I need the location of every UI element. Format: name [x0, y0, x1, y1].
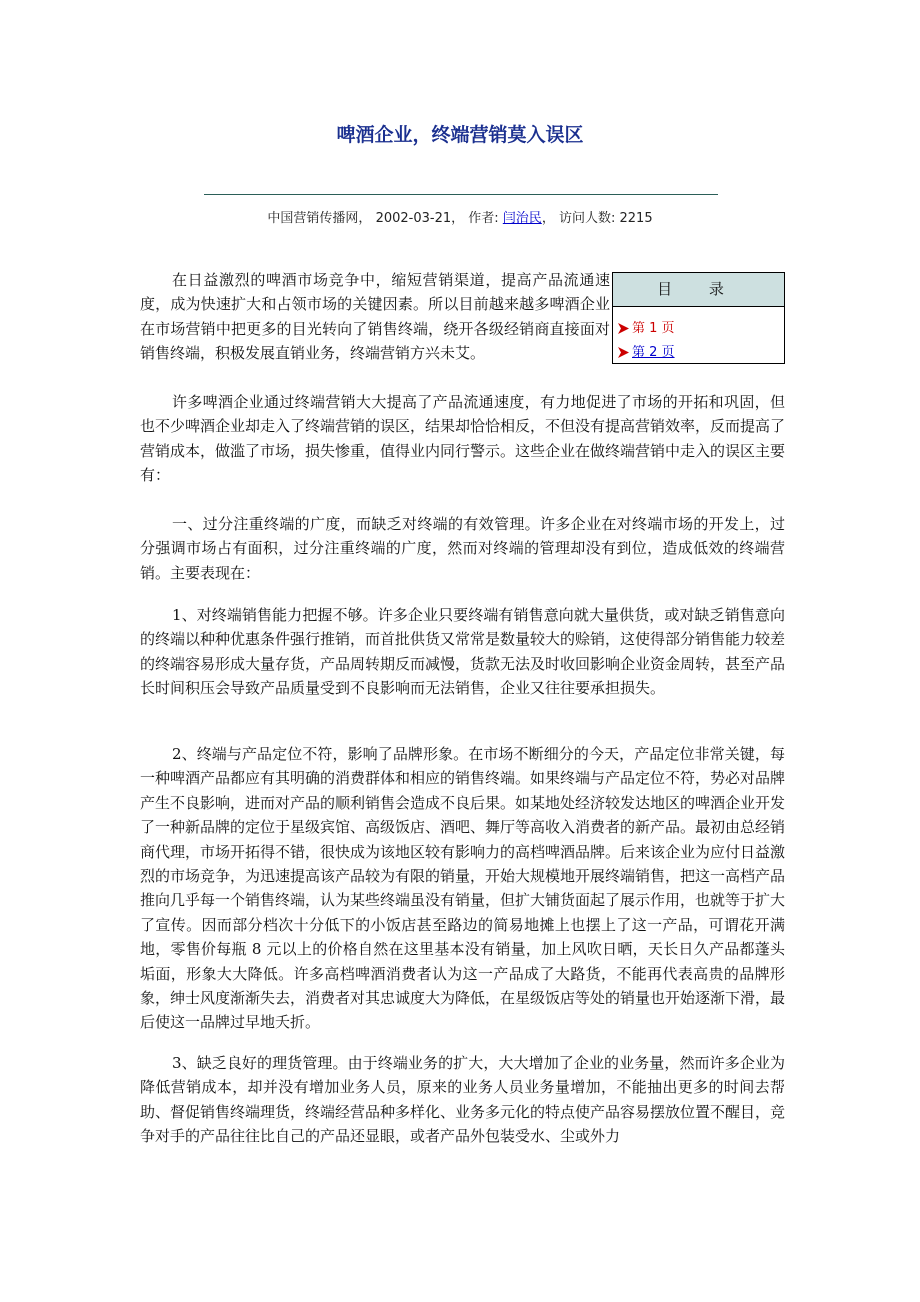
- title-divider: [204, 194, 718, 195]
- meta-author-label: 作者:: [468, 211, 499, 226]
- paragraph-section-1: 一、过分注重终端的广度，而缺乏对终端的有效管理。许多企业在对终端市场的开发上，过分强调市场占有面积，过分注重终端的广度，然而对终端的管理却没有到位，造成低效的终端营销。主要表现在：: [140, 515, 785, 582]
- toc-item-page-1[interactable]: [617, 317, 675, 336]
- toc-item-label: 第 2 页: [632, 345, 675, 360]
- article-meta: [0, 207, 920, 226]
- meta-visits-count: 2215: [619, 211, 653, 226]
- arrow-right-icon: [617, 346, 630, 359]
- meta-source: 中国营销传播网，: [267, 211, 372, 226]
- author-link[interactable]: 闫治民: [502, 211, 542, 226]
- paragraph-point-2: 2、终端与产品定位不符，影响了品牌形象。在市场不断细分的今天，产品定位非常关键，每一种啤酒产品都应有其明确的消费群体和相应的销售终端。如果终端与产品定位不符，势必对品牌产生不良影响，进而对产品的顺利销售会造成不良后果。如某地处经济较发达地区的啤酒企业开发了一种新品牌的定位于星级宾馆、高级饭店、酒吧、舞厅等高收入消费者的新产品。最初由总经销商代理，市场开拓得不错，很快成为该地区较有影响力的高档啤酒品牌。后来该企业为应付日益激烈的市场竞争，为迅速提高该产品较为有限的销量，开始大规模地开展终端销售，把这一高档产品推向几乎每一个销售终端，认为某些终端虽没有销量，但扩大铺货面起了展示作用，也就等于扩大了宣传。因而部分档次十分低下的小饭店甚至路边的简易地摊上也摆上了这一产品，可谓花开满地，零售价每瓶 8 元以上的价格自然在这里基本没有销量，加上风吹日晒，天长日久产品都蓬头垢面，形象大大降低。许多高档啤酒消费者认为这一产品成了大路货，不能再代表高贵的品牌形象，绅士风度渐渐失去，消费者对其忠诚度大为降低，在星级饭店等处的销量也开始逐渐下滑，最后使这一品牌过早地夭折。: [140, 745, 786, 1032]
- paragraph-intro: 在日益激烈的啤酒市场竞争中，缩短营销渠道，提高产品流通速度，成为快速扩大和占领市场的关键因素。所以目前越来越多啤酒企业在市场营销中把更多的目光转向了销售终端，绕开各级经销商直接面对销售终端，积极发展直销业务，终端营销方兴未艾。: [140, 271, 610, 363]
- toc-item-page-2[interactable]: [617, 341, 675, 360]
- paragraph-point-3: 3、缺乏良好的理货管理。由于终端业务的扩大，大大增加了企业的业务量，然而许多企业为降低营销成本，却并没有增加业务人员，原来的业务人员业务量增加，不能抽出更多的时间去帮助、督促销售终端理货，终端经营品种多样化、业务多元化的特点使产品容易摆放位置不醒目，竞争对手的产品往往比自己的产品还显眼，或者产品外包装受水、尘或外力: [140, 1054, 786, 1146]
- meta-author-suffix: ，: [541, 211, 555, 226]
- table-of-contents: [612, 272, 785, 364]
- meta-date: 2002-03-21，: [375, 211, 465, 226]
- toc-item-label: 第 1 页: [632, 321, 675, 336]
- arrow-right-icon: [617, 322, 630, 335]
- toc-heading: 目 录: [613, 273, 784, 307]
- meta-visits-label: 访问人数:: [558, 211, 616, 226]
- paragraph-overview: 许多啤酒企业通过终端营销大大提高了产品流通速度，有力地促进了市场的开拓和巩固，但也不少啤酒企业却走入了终端营销的误区，结果却恰恰相反，不但没有提高营销效率，反而提高了营销成本，做滥了市场，损失惨重，值得业内同行警示。这些企业在做终端营销中走入的误区主要有：: [140, 393, 786, 485]
- article-title: 啤酒企业，终端营销莫入误区: [336, 124, 584, 146]
- paragraph-point-1: 1、对终端销售能力把握不够。许多企业只要终端有销售意向就大量供货，或对缺乏销售意向的终端以种种优惠条件强行推销，而首批供货又常常是数量较大的赊销，这使得部分销售能力较差的终端容易形成大量存货，产品周转期反而减慢，货款无法及时收回影响企业资金周转，甚至产品长时间积压会导致产品质量受到不良影响而无法销售，企业又往往要承担损失。: [140, 606, 786, 698]
